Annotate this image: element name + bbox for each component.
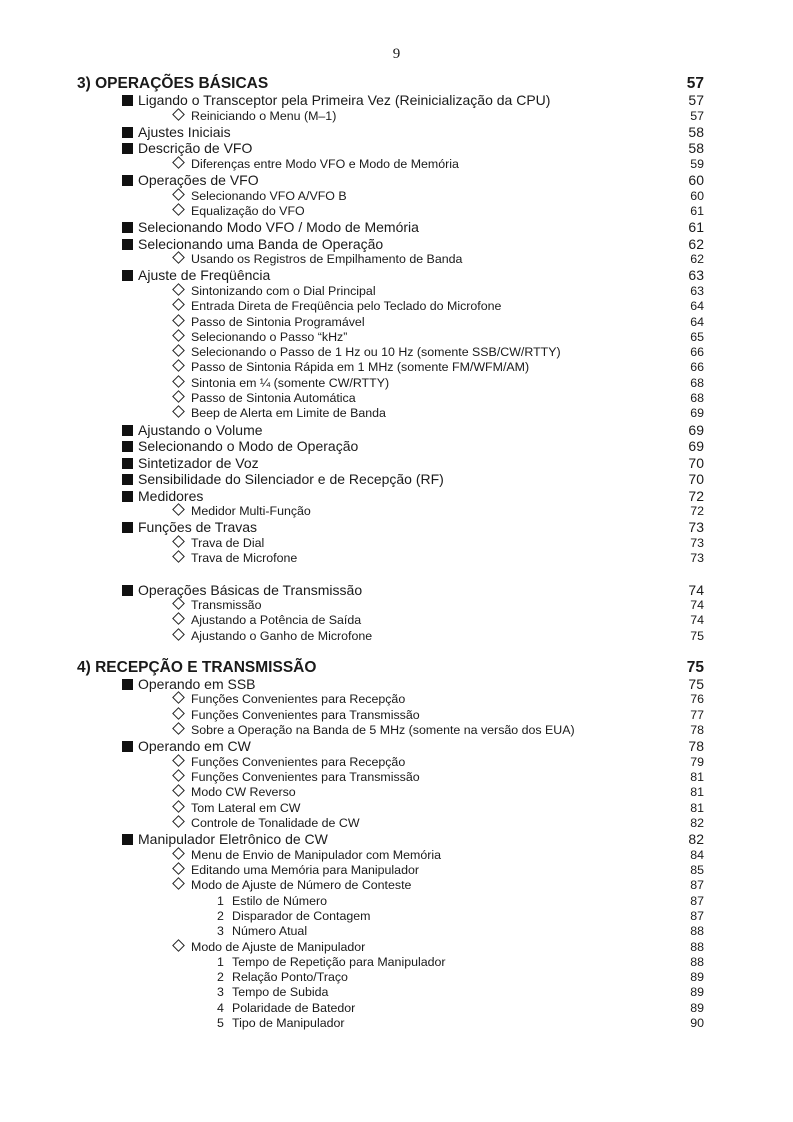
diamond-bullet-icon <box>172 375 185 388</box>
toc-entry-text: Operando em CW <box>138 738 251 755</box>
toc-entry-label <box>122 219 419 235</box>
toc-entry-text: Medidores <box>138 487 204 504</box>
toc-entry-page: 77 <box>690 707 704 722</box>
toc-entry-text: Ajuste de Freqüência <box>138 267 271 284</box>
toc-entry-label <box>171 284 376 298</box>
toc-entry-page: 75 <box>688 675 704 692</box>
toc-entry-text: Funções Convenientes para Recepção <box>191 754 406 769</box>
diamond-bullet-icon <box>172 550 185 563</box>
toc-entry[interactable] <box>0 755 793 770</box>
diamond-bullet-icon <box>172 503 185 516</box>
toc-entry-text: Reiniciando o Menu (M–1) <box>191 108 337 123</box>
toc-entry[interactable] <box>0 284 793 299</box>
section-page: 57 <box>686 75 704 92</box>
entry-spacer <box>0 567 793 582</box>
toc-entry-label <box>122 488 203 504</box>
toc-entry-label <box>122 831 328 847</box>
toc-entry[interactable] <box>0 391 793 406</box>
square-bullet-icon <box>122 270 133 281</box>
toc-entry[interactable] <box>0 708 793 723</box>
toc-entry-label <box>122 455 259 471</box>
diamond-bullet-icon <box>172 628 185 641</box>
toc-entry[interactable] <box>0 140 793 157</box>
toc-entry-page: 61 <box>688 219 704 236</box>
diamond-bullet-icon <box>172 360 185 373</box>
toc-entry[interactable] <box>0 172 793 189</box>
toc-entry-page: 87 <box>690 878 704 893</box>
toc-entry-page: 60 <box>688 172 704 189</box>
toc-entry-label <box>217 1001 355 1015</box>
toc-entry[interactable] <box>0 219 793 236</box>
square-bullet-icon <box>122 679 133 690</box>
toc-entry-page: 87 <box>690 909 704 923</box>
toc-entry-label <box>171 504 311 518</box>
toc-entry[interactable] <box>0 236 793 253</box>
toc-entry-page: 72 <box>690 504 704 519</box>
table-of-contents <box>0 75 793 1031</box>
toc-entry-text: Beep de Alerta em Limite de Banda <box>191 406 386 421</box>
toc-entry-number: 5 <box>217 1016 224 1031</box>
toc-entry-page: 81 <box>690 770 704 785</box>
toc-entry-page: 74 <box>688 581 704 598</box>
diamond-bullet-icon <box>172 314 185 327</box>
square-bullet-icon <box>122 522 133 533</box>
square-bullet-icon <box>122 127 133 138</box>
toc-entry-label <box>171 940 365 954</box>
toc-entry-label <box>122 140 252 156</box>
toc-entry[interactable] <box>0 863 793 878</box>
toc-entry[interactable] <box>0 330 793 345</box>
diamond-bullet-icon <box>172 847 185 860</box>
toc-entry[interactable] <box>0 360 793 375</box>
section-page: 75 <box>686 658 704 676</box>
toc-entry-text: Medidor Multi-Função <box>191 504 311 519</box>
toc-entry-label <box>171 157 459 171</box>
toc-entry-text: Sintonia em ¼ (somente CW/RTTY) <box>191 375 390 390</box>
toc-entry-label <box>171 816 360 830</box>
toc-entry-text: Sensibilidade do Silenciador e de Recepção (RF) <box>138 471 444 488</box>
toc-entry-label <box>217 894 327 908</box>
toc-entry-text: Número Atual <box>232 924 308 939</box>
section-title: 3) OPERAÇÕES BÁSICAS <box>77 75 269 92</box>
toc-entry-text: Funções de Travas <box>138 519 258 536</box>
toc-entry-label <box>171 376 389 390</box>
toc-entry-label <box>122 676 256 692</box>
toc-entry-text: Ajustando o Volume <box>138 421 263 438</box>
toc-entry-page: 88 <box>690 939 704 954</box>
toc-entry[interactable] <box>0 692 793 707</box>
toc-entry-label <box>217 909 370 923</box>
page-number: 9 <box>392 46 401 62</box>
toc-entry-text: Usando os Registros de Empilhamento de Banda <box>191 252 463 267</box>
toc-entry-page: 62 <box>688 235 704 252</box>
toc-entry-label <box>171 252 462 266</box>
toc-entry-page: 81 <box>690 785 704 800</box>
toc-entry-label <box>217 985 328 999</box>
toc-entry-page: 68 <box>690 375 704 390</box>
square-bullet-icon <box>122 585 133 596</box>
toc-entry-page: 64 <box>690 314 704 329</box>
toc-entry-text: Disparador de Contagem <box>232 909 371 923</box>
toc-entry-page: 73 <box>690 535 704 550</box>
toc-entry[interactable] <box>0 252 793 267</box>
toc-entry[interactable] <box>0 109 793 124</box>
diamond-bullet-icon <box>172 815 185 828</box>
diamond-bullet-icon <box>172 203 185 216</box>
toc-entry-page: 58 <box>688 123 704 140</box>
toc-entry-number: 3 <box>217 924 224 939</box>
toc-entry-page: 81 <box>690 800 704 815</box>
toc-entry-text: Modo de Ajuste de Manipulador <box>191 939 366 954</box>
toc-entry-label <box>171 315 365 329</box>
toc-entry-page: 70 <box>688 471 704 488</box>
toc-entry-text: Tempo de Repetição para Manipulador <box>232 954 446 969</box>
toc-entry-text: Tipo de Manipulador <box>232 1016 345 1031</box>
toc-entry-label <box>171 345 561 359</box>
toc-entry[interactable] <box>0 345 793 360</box>
toc-entry-page: 65 <box>690 329 704 344</box>
toc-entry-page: 88 <box>690 924 704 939</box>
toc-entry-label <box>171 723 575 737</box>
diamond-bullet-icon <box>172 800 185 813</box>
toc-entry-text: Polaridade de Batedor <box>232 1000 356 1015</box>
toc-entry-label <box>122 92 550 108</box>
toc-entry-text: Menu de Envio de Manipulador com Memória <box>191 847 442 862</box>
toc-entry-text: Tom Lateral em CW <box>191 800 301 815</box>
toc-entry-text: Editando uma Memória para Manipulador <box>191 863 419 878</box>
toc-entry-page: 74 <box>690 598 704 613</box>
toc-entry-page: 74 <box>690 613 704 628</box>
toc-entry-label <box>217 970 348 984</box>
toc-entry[interactable] <box>0 422 793 439</box>
toc-entry-page: 89 <box>690 985 704 1000</box>
toc-entry[interactable] <box>0 124 793 141</box>
diamond-bullet-icon <box>172 251 185 264</box>
section-spacer <box>0 644 793 659</box>
toc-entry-text: Funções Convenientes para Recepção <box>191 692 406 707</box>
toc-entry[interactable] <box>0 157 793 172</box>
toc-entry[interactable] <box>0 488 793 505</box>
toc-entry-text: Operações de VFO <box>138 172 259 189</box>
toc-entry[interactable] <box>0 189 793 204</box>
toc-entry[interactable] <box>0 406 793 421</box>
diamond-bullet-icon <box>172 405 185 418</box>
toc-entry-page: 85 <box>690 863 704 878</box>
toc-entry-page: 61 <box>690 203 704 218</box>
toc-entry-text: Selecionando o Modo de Operação <box>138 438 359 455</box>
toc-entry-page: 73 <box>688 519 704 536</box>
toc-entry[interactable] <box>0 267 793 284</box>
diamond-bullet-icon <box>172 769 185 782</box>
toc-entry-text: Manipulador Eletrônico de CW <box>138 831 328 848</box>
toc-entry-text: Modo CW Reverso <box>191 785 296 800</box>
toc-entry-label <box>171 406 386 420</box>
toc-entry-text: Operações Básicas de Transmissão <box>138 581 363 598</box>
toc-entry[interactable] <box>0 204 793 219</box>
square-bullet-icon <box>122 458 133 469</box>
square-bullet-icon <box>122 175 133 186</box>
toc-entry-label <box>122 471 444 487</box>
diamond-bullet-icon <box>172 329 185 342</box>
toc-entry-text: Equalização do VFO <box>191 203 305 218</box>
toc-entry-text: Modo de Ajuste de Número de Conteste <box>191 878 412 893</box>
toc-entry-text: Operando em SSB <box>138 675 256 692</box>
toc-entry-label <box>171 330 347 344</box>
toc-entry-number: 2 <box>217 970 224 985</box>
toc-entry-text: Descrição de VFO <box>138 140 253 157</box>
diamond-bullet-icon <box>172 939 185 952</box>
toc-entry-text: Selecionando uma Banda de Operação <box>138 235 384 252</box>
toc-entry[interactable] <box>0 770 793 785</box>
toc-entry-page: 63 <box>690 283 704 298</box>
toc-entry[interactable] <box>0 985 793 1000</box>
toc-entry[interactable] <box>0 315 793 330</box>
toc-entry-label <box>122 267 270 283</box>
toc-entry-number: 1 <box>217 893 224 908</box>
toc-entry[interactable] <box>0 536 793 551</box>
toc-entry-text: Selecionando o Passo “kHz” <box>191 329 348 344</box>
toc-entry-text: Selecionando Modo VFO / Modo de Memória <box>138 219 419 236</box>
toc-entry-page: 57 <box>690 108 704 123</box>
toc-entry-page: 90 <box>690 1016 704 1031</box>
toc-entry-text: Ligando o Transceptor pela Primeira Vez (Reinicialização da CPU) <box>138 92 551 108</box>
toc-entry-label <box>122 124 231 140</box>
toc-entry-page: 88 <box>690 954 704 969</box>
toc-entry-page: 89 <box>690 1000 704 1015</box>
toc-entry[interactable] <box>0 613 793 628</box>
toc-entry-label <box>171 109 336 123</box>
square-bullet-icon <box>122 222 133 233</box>
toc-entry-text: Passo de Sintonia Rápida em 1 MHz (somente FM/WFM/AM) <box>191 360 530 375</box>
toc-entry-page: 58 <box>688 140 704 157</box>
toc-entry-label <box>171 299 501 313</box>
toc-entry[interactable] <box>0 909 793 924</box>
toc-entry[interactable] <box>0 785 793 800</box>
toc-entry[interactable] <box>0 455 793 472</box>
square-bullet-icon <box>122 834 133 845</box>
toc-entry-page: 64 <box>690 299 704 314</box>
toc-entry-text: Sintetizador de Voz <box>138 454 259 471</box>
toc-entry-label <box>122 738 251 754</box>
toc-entry-label <box>171 629 372 643</box>
toc-entry-number: 3 <box>217 985 224 1000</box>
diamond-bullet-icon <box>172 692 185 705</box>
toc-entry[interactable] <box>0 894 793 909</box>
toc-entry-page: 84 <box>690 847 704 862</box>
toc-entry-page: 66 <box>690 360 704 375</box>
toc-entry[interactable] <box>0 801 793 816</box>
toc-entry-label <box>171 785 296 799</box>
toc-entry[interactable] <box>0 1016 793 1031</box>
toc-entry-label <box>171 598 261 612</box>
toc-entry-text: Diferenças entre Modo VFO e Modo de Memória <box>191 156 459 171</box>
section-title: 4) RECEPÇÃO E TRANSMISSÃO <box>77 658 317 676</box>
diamond-bullet-icon <box>172 612 185 625</box>
toc-entry-number: 1 <box>217 954 224 969</box>
toc-entry[interactable] <box>0 831 793 848</box>
toc-entry-label <box>122 236 383 252</box>
square-bullet-icon <box>122 741 133 752</box>
toc-entry[interactable] <box>0 676 793 693</box>
toc-entry-page: 89 <box>690 970 704 985</box>
toc-entry-page: 70 <box>688 454 704 471</box>
toc-entry[interactable] <box>0 376 793 391</box>
toc-entry-label <box>217 924 307 938</box>
toc-entry-text: Controle de Tonalidade de CW <box>191 816 360 831</box>
toc-entry-label <box>171 708 420 722</box>
toc-entry-page: 63 <box>688 267 704 284</box>
toc-entry-page: 57 <box>688 92 704 108</box>
toc-entry-label <box>217 1016 345 1030</box>
diamond-bullet-icon <box>172 785 185 798</box>
toc-entry-page: 69 <box>690 406 704 421</box>
diamond-bullet-icon <box>172 156 185 169</box>
toc-entry-label <box>217 955 446 969</box>
square-bullet-icon <box>122 474 133 485</box>
toc-entry-label <box>171 391 356 405</box>
diamond-bullet-icon <box>172 707 185 720</box>
diamond-bullet-icon <box>172 535 185 548</box>
toc-entry-text: Transmissão <box>191 598 262 613</box>
toc-entry-page: 78 <box>688 738 704 755</box>
square-bullet-icon <box>122 491 133 502</box>
toc-entry-text: Ajustes Iniciais <box>138 123 231 140</box>
toc-entry-page: 82 <box>688 831 704 848</box>
diamond-bullet-icon <box>172 108 185 121</box>
toc-entry-text: Funções Convenientes para Transmissão <box>191 770 420 785</box>
toc-entry-text: Trava de Microfone <box>191 551 298 566</box>
toc-entry-page: 60 <box>690 188 704 203</box>
toc-entry[interactable] <box>0 970 793 985</box>
toc-entry-page: 75 <box>690 628 704 643</box>
toc-entry-label <box>171 878 411 892</box>
toc-entry-label <box>171 613 361 627</box>
toc-entry[interactable] <box>0 598 793 613</box>
diamond-bullet-icon <box>172 754 185 767</box>
toc-entry[interactable] <box>0 504 793 519</box>
toc-entry-label <box>122 422 263 438</box>
diamond-bullet-icon <box>172 722 185 735</box>
toc-entry[interactable] <box>0 878 793 893</box>
toc-entry-label <box>122 582 362 598</box>
toc-entry-text: Passo de Sintonia Automática <box>191 391 356 406</box>
toc-entry[interactable] <box>0 723 793 738</box>
square-bullet-icon <box>122 143 133 154</box>
toc-entry[interactable] <box>0 519 793 536</box>
toc-entry-label <box>171 755 405 769</box>
toc-entry-label <box>171 801 300 815</box>
toc-entry[interactable] <box>0 92 793 109</box>
toc-entry[interactable] <box>0 955 793 970</box>
toc-entry-label <box>171 770 420 784</box>
toc-entry[interactable] <box>0 299 793 314</box>
toc-entry-text: Funções Convenientes para Transmissão <box>191 707 420 722</box>
toc-entry[interactable] <box>0 551 793 566</box>
toc-entry[interactable] <box>0 629 793 644</box>
toc-entry-page: 78 <box>690 723 704 738</box>
toc-entry-label <box>122 438 358 454</box>
toc-entry-text: Selecionando VFO A/VFO B <box>191 188 347 203</box>
toc-entry-label <box>171 360 529 374</box>
toc-entry[interactable] <box>0 471 793 488</box>
toc-entry-label <box>171 692 405 706</box>
toc-entry-page: 59 <box>690 156 704 171</box>
toc-entry-page: 69 <box>688 421 704 438</box>
diamond-bullet-icon <box>172 862 185 875</box>
toc-entry-label <box>171 863 419 877</box>
toc-entry-label <box>171 536 264 550</box>
square-bullet-icon <box>122 425 133 436</box>
diamond-bullet-icon <box>172 390 185 403</box>
toc-entry-label <box>171 551 297 565</box>
toc-entry-page: 69 <box>688 438 704 455</box>
section-heading <box>0 659 793 676</box>
square-bullet-icon <box>122 239 133 250</box>
diamond-bullet-icon <box>172 597 185 610</box>
toc-entry-label <box>122 172 259 188</box>
toc-entry-number: 2 <box>217 909 224 923</box>
toc-entry[interactable] <box>0 848 793 863</box>
toc-entry-page: 73 <box>690 551 704 566</box>
toc-entry-text: Relação Ponto/Traço <box>232 970 348 985</box>
toc-entry-page: 82 <box>690 816 704 831</box>
toc-entry-page: 79 <box>690 754 704 769</box>
toc-entry[interactable] <box>0 940 793 955</box>
toc-entry-label <box>122 519 257 535</box>
toc-entry-page: 66 <box>690 345 704 360</box>
toc-entry-text: Ajustando o Ganho de Microfone <box>191 628 373 643</box>
toc-entry-text: Entrada Direta de Freqüência pelo Teclado do Microfone <box>191 299 502 314</box>
toc-entry-label <box>171 848 441 862</box>
toc-entry[interactable] <box>0 1001 793 1016</box>
diamond-bullet-icon <box>172 283 185 296</box>
toc-entry-label <box>171 189 347 203</box>
toc-entry[interactable] <box>0 738 793 755</box>
toc-entry-page: 72 <box>688 487 704 504</box>
toc-entry-page: 68 <box>690 391 704 406</box>
diamond-bullet-icon <box>172 298 185 311</box>
toc-entry-page: 62 <box>690 252 704 267</box>
toc-entry-number: 4 <box>217 1000 224 1015</box>
toc-entry-text: Sintonizando com o Dial Principal <box>191 283 376 298</box>
toc-entry[interactable] <box>0 816 793 831</box>
toc-entry[interactable] <box>0 438 793 455</box>
toc-entry-page: 87 <box>690 893 704 908</box>
toc-entry[interactable] <box>0 924 793 939</box>
toc-entry-text: Tempo de Subida <box>232 985 329 1000</box>
toc-entry-text: Sobre a Operação na Banda de 5 MHz (somente na versão dos EUA) <box>191 723 575 738</box>
toc-entry-page: 76 <box>690 692 704 707</box>
toc-entry-label <box>171 204 305 218</box>
toc-entry-text: Estilo de Número <box>232 893 328 908</box>
toc-entry[interactable] <box>0 582 793 599</box>
square-bullet-icon <box>122 441 133 452</box>
toc-entry-text: Ajustando a Potência de Saída <box>191 613 362 628</box>
toc-entry-text: Trava de Dial <box>191 535 265 550</box>
diamond-bullet-icon <box>172 344 185 357</box>
toc-entry-text: Selecionando o Passo de 1 Hz ou 10 Hz (somente SSB/CW/RTTY) <box>191 345 561 360</box>
toc-entry-text: Passo de Sintonia Programável <box>191 314 365 329</box>
diamond-bullet-icon <box>172 878 185 891</box>
diamond-bullet-icon <box>172 188 185 201</box>
section-heading <box>0 75 793 92</box>
square-bullet-icon <box>122 95 133 106</box>
